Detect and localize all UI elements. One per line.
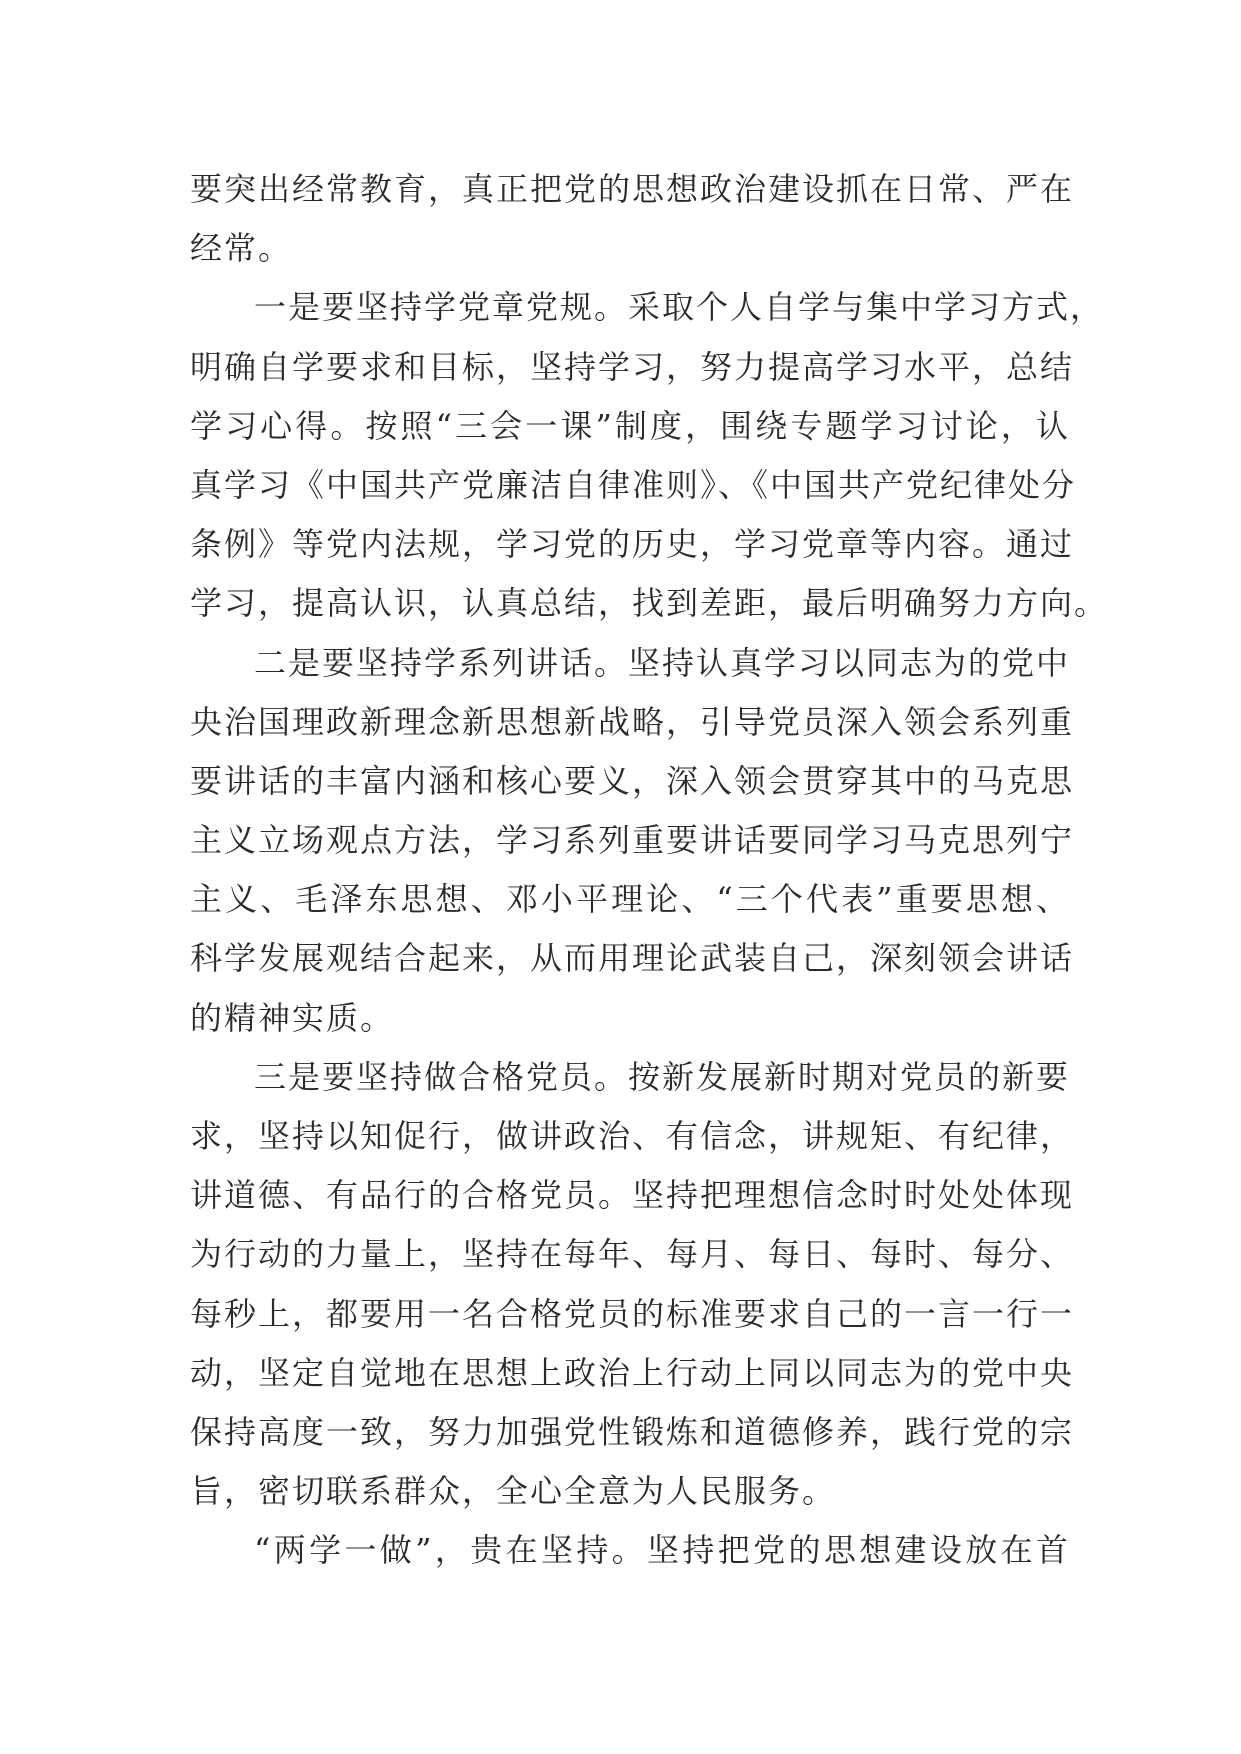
text-line: 学习心得。按照“三会一课”制度，围绕专题学习讨论，认 (190, 406, 1070, 445)
text-line: 每秒上，都要用一名合格党员的标准要求自己的一言一行一 (190, 1294, 1075, 1333)
text-line: 的精神实质。 (190, 998, 395, 1037)
document-body (190, 160, 1109, 1581)
text-line: 保持高度一致，努力加强党性锻炼和道德修养，践行党的宗 (190, 1412, 1075, 1451)
text-line: 央治国理政新理念新思想新战略，引导党员深入领会系列重 (190, 702, 1075, 741)
text-line: 经常。 (190, 229, 293, 268)
text-line: 求，坚持以知促行，做讲政治、有信念，讲规矩、有纪律， (190, 1117, 1075, 1155)
text-line: 明确自学要求和目标，坚持学习，努力提高学习水平，总结 (190, 347, 1075, 386)
text-line: 三是要坚持做合格党员。按新发展新时期对党员的新要 (254, 1057, 1071, 1096)
text-line: 主义立场观点方法，学习系列重要讲话要同学习马克思列宁 (190, 821, 1075, 860)
text-line: 主义、毛泽东思想、邓小平理论、“三个代表”重要思想、 (190, 880, 1070, 919)
text-line: 动，坚定自觉地在思想上政治上行动上同以同志为的党中央 (190, 1353, 1075, 1392)
text-line: 要讲话的丰富内涵和核心要义，深入领会贯穿其中的马克思 (190, 761, 1075, 800)
text-line: 为行动的力量上，坚持在每年、每月、每日、每时、每分、 (190, 1235, 1075, 1274)
text-line: 讲道德、有品行的合格党员。坚持把理想信念时时处处体现 (190, 1176, 1075, 1215)
text-line: 科学发展观结合起来，从而用理论武装自己，深刻领会讲话 (190, 939, 1075, 978)
text-line: 一是要坚持学党章党规。采取个人自学与集中学习方式， (254, 288, 1105, 327)
text-line: 真学习《中国共产党廉洁自律准则》、《中国共产党纪律处分 (190, 465, 1077, 504)
text-line: 要突出经常教育，真正把党的思想政治建设抓在日常、严在 (190, 170, 1075, 208)
text-line: 二是要坚持学系列讲话。坚持认真学习以同志为的党中 (254, 643, 1071, 682)
text-line: 条例》等党内法规，学习党的历史，学习党章等内容。通过 (190, 525, 1075, 564)
text-line: 旨，密切联系群众，全心全意为人民服务。 (190, 1472, 837, 1511)
text-line: “两学一做”，贵在坚持。坚持把党的思想建设放在首 (254, 1531, 1070, 1570)
text-line: 学习，提高认识，认真总结，找到差距，最后明确努力方向。 (190, 584, 1109, 623)
